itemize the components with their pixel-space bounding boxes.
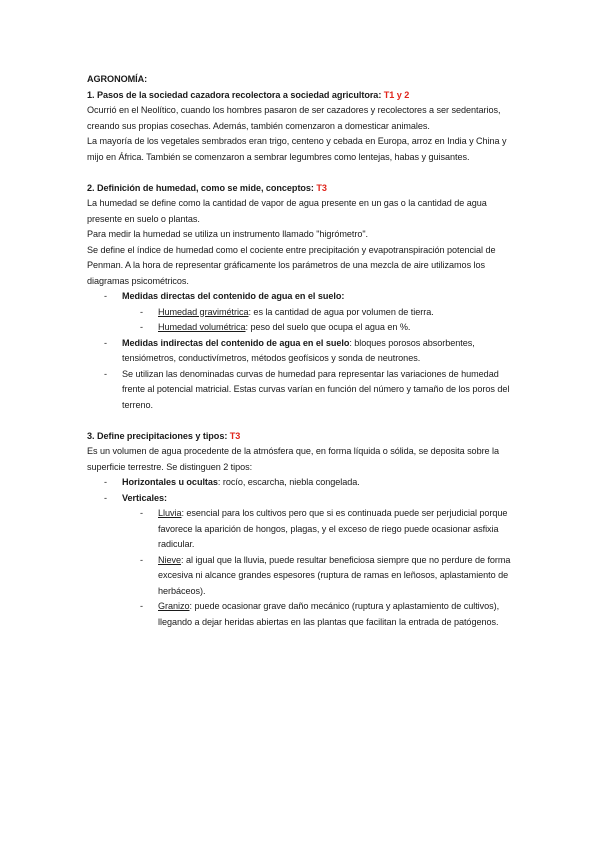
- bullet-dash: -: [104, 291, 107, 301]
- term-granizo: Granizo: [158, 601, 190, 611]
- spacer: [87, 165, 519, 181]
- section-3-tag: T3: [229, 430, 241, 441]
- bullet-dash: -: [104, 337, 107, 348]
- bullet-dash: -: [140, 554, 143, 565]
- section-1-paragraph-1: Ocurrió en el Neolítico, cuando los hombres pasaron de ser cazadores y recolectores a ser sedentarios, creando sus propias cosechas. Además, también comenzaron a domesticar animales.: [87, 105, 501, 131]
- bullet-dash: -: [104, 477, 107, 487]
- bullet-dash: -: [140, 508, 143, 518]
- document-body: [87, 72, 519, 630]
- term-volumetric: Humedad volumétrica: [158, 322, 246, 332]
- list-item-direct-measures: - Medidas directas del contenido de agua en el suelo:: [87, 289, 519, 305]
- section-1-heading: 1. Pasos de la sociedad cazadora recolectora a sociedad agricultora: T1 y 2: [87, 89, 410, 100]
- section-3-heading: 3. Define precipitaciones y tipos: T3: [87, 430, 241, 441]
- list-item-gravimetric: - Humedad gravimétrica: es la cantidad de agua por volumen de tierra.: [87, 305, 519, 321]
- bullet-dash: -: [140, 322, 143, 332]
- list-item-granizo: - Granizo: puede ocasionar grave daño mecánico (ruptura y aplastamiento de cultivos), llegando a dejar heridas abiertas en las plantas que facilitan la entrada de patógenos.: [140, 601, 500, 627]
- list-item-lluvia: - Lluvia: esencial para los cultivos pero que si es continuada puede ser perjudicial porque favorece la aparición de hongos, plagas, y el exceso de riego puede ocasionar asfixia radicular.: [140, 508, 508, 549]
- section-2-paragraph-3: Se define el índice de humedad como el cociente entre precipitación y evapotranspiración potencial de Penman. A la hora de representar gráficamente los parámetros de una mezcla de aire utilizamos los diagramas psicométricos.: [87, 244, 496, 286]
- list-item-humidity-curves: - Se utilizan las denominadas curvas de humedad para representar las variaciones de humedad frente al potencial matricial. Estas curvas varían en función del número y tamaño de los poros del terreno.: [104, 368, 510, 410]
- section-2-tag: T3: [316, 182, 327, 193]
- section-3-paragraph-1: Es un volumen de agua procedente de la atmósfera que, en forma líquida o sólida, se deposita sobre la superficie terrestre. Se distinguen 2 tipos:: [87, 446, 500, 472]
- list-item-indirect-measures: - Medidas indirectas del contenido de agua en el suelo: bloques porosos absorbentes, tensiómetros, conductivímetros, métodos geofísicos y sonda de neutrones.: [104, 337, 475, 363]
- section-2-heading: 2. Definición de humedad, como se mide, conceptos: T3: [87, 182, 327, 193]
- list-item-volumetric: - Humedad volumétrica: peso del suelo que ocupa el agua en %.: [87, 320, 519, 336]
- list-item-horizontal: - Horizontales u ocultas: rocío, escarcha, niebla congelada.: [87, 475, 519, 491]
- term-gravimetric: Humedad gravimétrica: [158, 306, 249, 317]
- section-1-paragraph-2: La mayoría de los vegetales sembrados eran trigo, centeno y cebada en Europa, arroz en India y China y mijo en África. También se comenzaron a sembrar legumbres como lentejas, habas y guisantes.: [87, 136, 507, 162]
- bullet-dash: -: [104, 368, 107, 379]
- section-1-tag: T1 y 2: [383, 89, 410, 100]
- doc-title: AGRONOMÍA:: [87, 74, 148, 84]
- list-item-vertical: - Verticales:: [87, 491, 519, 507]
- term-lluvia: Lluvia: [158, 508, 182, 518]
- section-2-paragraph-1: La humedad se define como la cantidad de vapor de agua presente en un gas o la cantidad de agua presente en suelo o plantas.: [87, 198, 487, 224]
- bullet-dash: -: [140, 601, 143, 611]
- bullet-dash: -: [104, 492, 107, 503]
- section-2-paragraph-2: Para medir la humedad se utiliza un instrumento llamado "higrómetro".: [87, 229, 369, 239]
- spacer: [87, 413, 519, 429]
- list-item-nieve: - Nieve: al igual que la lluvia, puede resultar beneficiosa siempre que no perdure de forma excesiva ni alcance grandes espesores (ruptura de ramas en leñosos, aplastamiento de herbáceos).: [140, 554, 511, 596]
- term-nieve: Nieve: [158, 554, 181, 565]
- bullet-dash: -: [140, 306, 143, 317]
